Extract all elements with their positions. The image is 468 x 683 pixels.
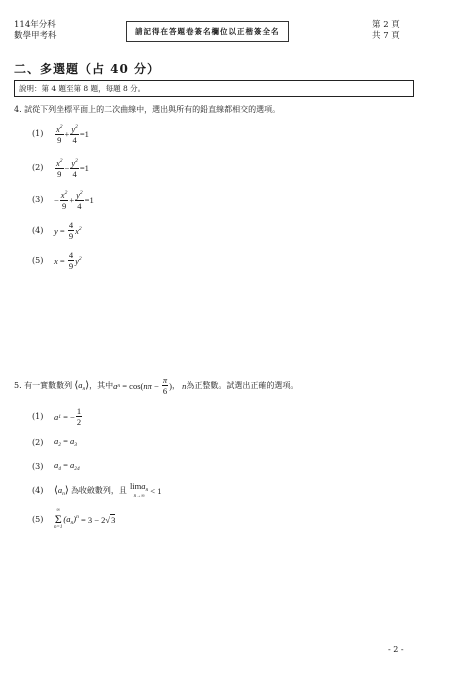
q5-option-4-text: 為收斂數列，且 bbox=[70, 486, 127, 495]
q5-option-5-formula: ∞ Σ n=1 $(a_n)^n$ = 3 − 2 √ 3 bbox=[54, 508, 116, 530]
footer-page-number: - 2 - bbox=[388, 645, 404, 654]
q4-option-5[interactable] bbox=[32, 250, 82, 271]
q4-option-4[interactable] bbox=[32, 220, 82, 241]
page-number: 第 2 頁 bbox=[372, 20, 400, 30]
q4-option-2[interactable] bbox=[32, 156, 89, 179]
q5-stem-part-b: ，其中 bbox=[89, 381, 114, 390]
question-5-stem bbox=[14, 375, 298, 396]
q4-option-2-formula: $\frac{x^2}{9}$ − $\frac{y^2}{4}$ =1 bbox=[56, 158, 89, 179]
exam-subject: 數學甲考科 bbox=[14, 31, 57, 41]
q4-option-3-label: (3) bbox=[32, 195, 44, 204]
q5-stem-part-d: 為正整數。試選出正確的選項。 bbox=[186, 381, 299, 390]
q5-option-3-formula: $a_4 = a_{24}$ bbox=[54, 460, 80, 472]
header-left bbox=[14, 20, 57, 42]
section-note: 說明：第 4 題至第 8 題，每題 8 分。 bbox=[14, 80, 414, 97]
q5-option-4-bound: < 1 bbox=[150, 485, 162, 496]
q4-option-4-formula: y = $\frac{4}{9}$ $x^2$ bbox=[54, 220, 82, 241]
q4-option-5-formula: x = $\frac{4}{9}$ $y^2$ bbox=[54, 250, 82, 271]
q5-option-2-label: (2) bbox=[32, 437, 44, 447]
q5-stem-part-c: ， bbox=[172, 381, 181, 390]
q5-option-4-sequence: $⟨a_n⟩$ bbox=[54, 484, 69, 497]
q4-option-1-label: (1) bbox=[32, 129, 44, 138]
q5-option-2-formula: $a_2 = a_3$ bbox=[54, 436, 78, 448]
q5-option-4[interactable] bbox=[32, 482, 161, 499]
q5-option-2[interactable] bbox=[32, 436, 77, 448]
q5-option-5-label: (5) bbox=[32, 515, 44, 524]
q4-option-2-label: (2) bbox=[32, 163, 44, 172]
q5-stem-part-a: 5. 有一實數數列 bbox=[14, 381, 73, 390]
q5-sequence: $⟨a_n⟩$ bbox=[74, 379, 90, 392]
q5-option-1-formula: a 1 = − $\frac{1}{2}$ bbox=[54, 406, 82, 427]
q5-option-3-label: (3) bbox=[32, 461, 44, 471]
section-title: 二、多選題（占 40 分） bbox=[14, 62, 161, 76]
q4-option-4-label: (4) bbox=[32, 226, 44, 235]
q5-option-1-label: (1) bbox=[32, 412, 44, 421]
exam-year: 114年分科 bbox=[14, 20, 56, 30]
question-4-stem: 4. 試從下列坐標平面上的二次曲線中，選出與所有的鉛直線都相交的選項。 bbox=[14, 105, 281, 114]
q4-option-3-formula: − $\frac{x^2}{9}$ + $\frac{y^2}{4}$ =1 bbox=[54, 190, 94, 211]
q5-variable-n: n bbox=[180, 380, 187, 391]
q5-option-4-label: (4) bbox=[32, 486, 44, 495]
q5-option-3[interactable] bbox=[32, 460, 80, 472]
page-total: 共 7 頁 bbox=[372, 31, 400, 41]
q4-option-3[interactable] bbox=[32, 188, 94, 211]
q5-definition: a n = cos( nπ − $\frac{\pi}{6}$ ) bbox=[113, 375, 173, 396]
header-right bbox=[372, 20, 400, 42]
q4-option-1-formula: $\frac{x^2}{9}$ + $\frac{y^2}{4}$ =1 bbox=[56, 124, 89, 145]
q4-option-5-label: (5) bbox=[32, 256, 44, 265]
q5-option-4-limit: lima$_n$ n→∞ bbox=[129, 481, 149, 499]
q4-option-1[interactable] bbox=[32, 122, 89, 145]
q5-option-1[interactable] bbox=[32, 406, 83, 427]
q5-option-5[interactable] bbox=[32, 508, 115, 531]
signature-notice: 請記得在答題卷簽名欄位以正楷簽全名 bbox=[126, 21, 289, 42]
